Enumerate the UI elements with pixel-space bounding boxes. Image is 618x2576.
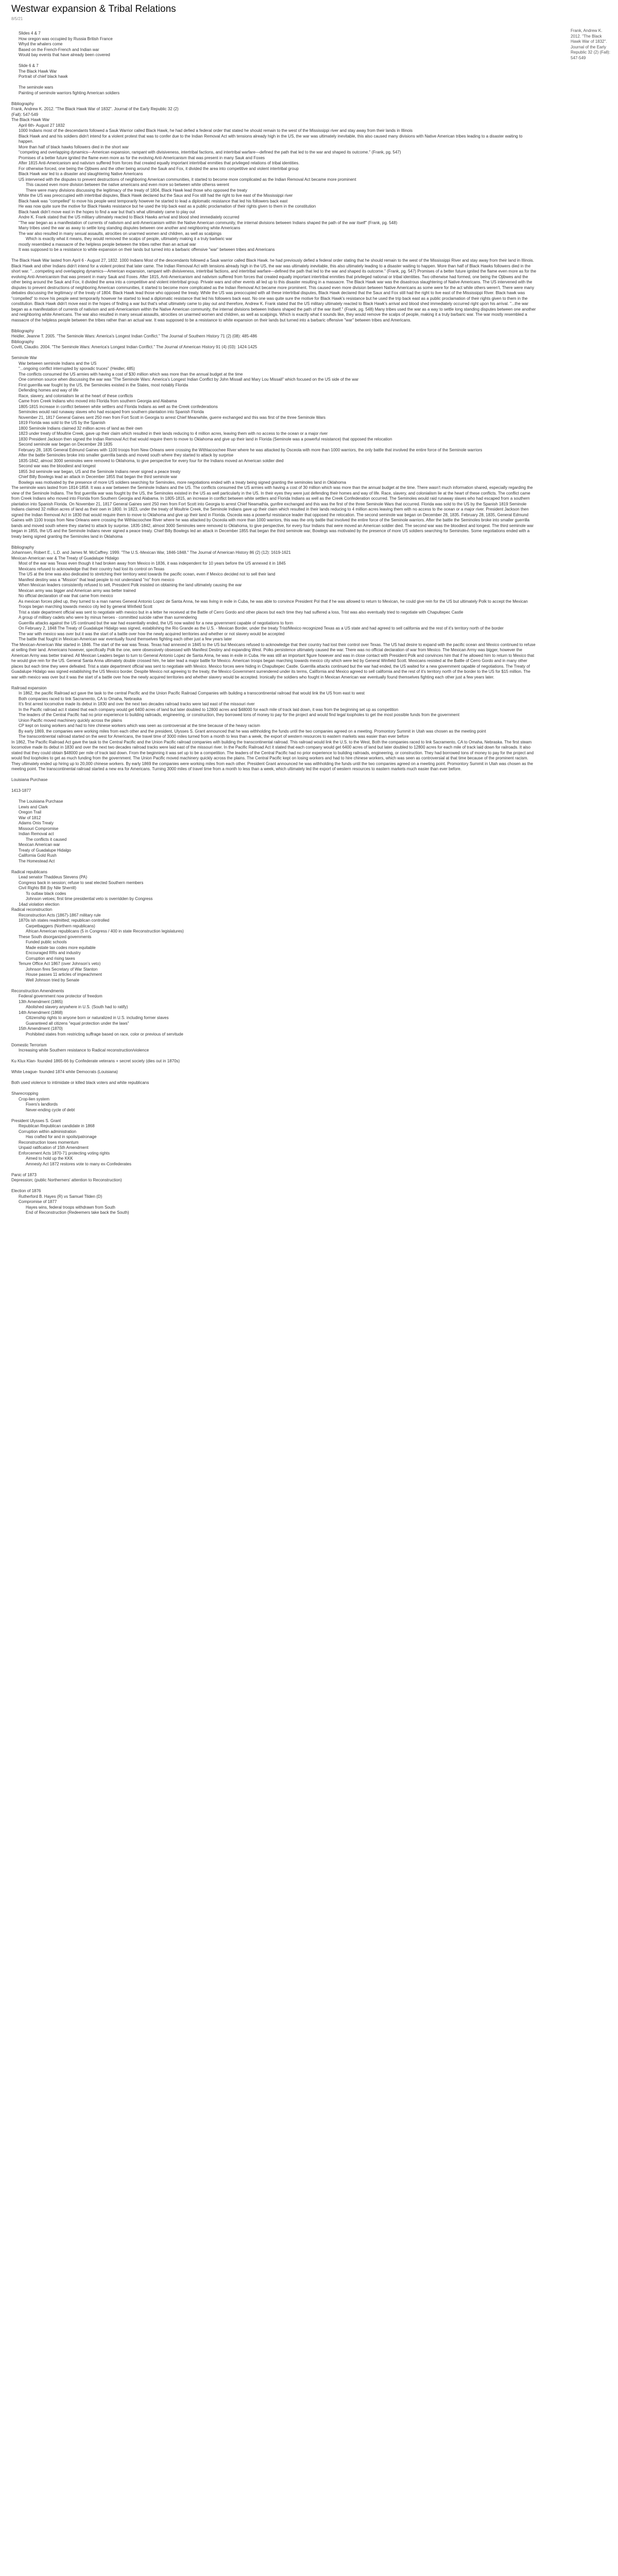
bullet-item: Seminoles would raid runaway slaves who had escaped from southern plantation into Spanish Florida	[19, 410, 204, 414]
note-line: Bibliography	[11, 545, 35, 550]
bullet-item: Citizenship rights to anyone born or naturalized in U.S. including former slaves	[26, 1015, 169, 1020]
note-section	[11, 1173, 537, 1183]
note-section	[11, 1043, 537, 1054]
bullet-item: "The war began as a manifestation of currents of nativism and anti-Americanism within the Native American community, the internal divisions between Indians shaped the path of the war itself" (Frank, pg. 548)	[19, 220, 398, 225]
note-line	[11, 794, 537, 800]
note-line: Domestic Terrorism	[11, 1042, 47, 1047]
bullet-item: Most of the war was Texas even though it had broken away from Mexico in 1836, it was independent for 10 years before the US annexed it in 1845	[19, 561, 286, 566]
bullet-item: For otherwise forced, one being the Ojibwes and the other being around the Sauk and Fox, it divided the area into competitive and violent intertribal group	[19, 166, 299, 171]
note-line: In 1862, The Pacific Railroad Act gave the task to the Central Pacific and the Union Pacific railroad companies with building the transcontinental railroad. This railroad would link the U.S. to the West, Both the companies raced to link Sacramento, CA to Omaha, Nebraska. The first steam locomotive made its debut in 1830 and over the next two decades railroad tracks were laid east of the missouri river. In the Pacific Railroad Act it stated that each company would get 6400 acres of land but later doubled to 12800 acres for each mile of track laid down for railroads. It also stated that they could obtain $48000 per mile of track laid down. From the beginning it was set up to be a competition. The leaders of the Central Pacific had no prior experience to building railroads, engineering, or construction. They had borrowed tons of money to pay for the project and would find loopholes to get as much funding from the government. The Union Pacific moved machinery quickly across the plains. The Central Pacific kept on losing workers and had to hire chinese workers, which was seen as controversial at that time because of the prominent racism. They ultimately ended up hiring up to 20,000 chinese workers. By early 1869 the companies were working miles from each other. President Grant announced he was withholding the funds until the two companies agreed on a meeting point. Promontory Summit in Utah was chosen as the meeting point. The transcontinental railroad started a new era for Americans. Turning 3000 miles of travel time from a month to less than a week, which ultimately led the export of western resources to eastern markets much easier than ever before.	[11, 739, 535, 771]
note-line: Seminole War	[11, 355, 37, 360]
bullet-item: Carpetbaggers (Northern republicans)	[26, 923, 95, 928]
page-title: Westwar expansion & Tribal Relations	[11, 4, 176, 14]
bullet-item: Treaty of Guadalupe Hidalgo	[19, 848, 71, 853]
note-line: The Black Hawk War	[11, 117, 50, 122]
note-section	[11, 545, 537, 681]
bullet-item: This caused even more division between the native americans and even more so between white otherss werent	[26, 182, 229, 187]
document-body	[11, 31, 537, 1221]
note-line: Reconstruction Amendments	[11, 988, 64, 993]
note-line: President Ulysses S. Grant	[11, 1118, 61, 1123]
bullet-item: Chief Billy Bowlegs lead an attack in December 1855 that began the third seminole war	[19, 474, 178, 479]
bullet-item: To outlaw black codes	[26, 891, 66, 896]
bullet-item: Tenure Office Act 1867 (over Johnson's veto)	[19, 961, 101, 966]
note-line	[11, 783, 537, 789]
bullet-item: Lead senator Thaddeus Stevens (PA)	[19, 875, 88, 879]
document-date: 8/5/21	[11, 16, 23, 21]
note-section	[11, 85, 537, 96]
note-line: Radical republicans	[11, 869, 47, 874]
bullet-item: Would bay events that have already been covered	[19, 53, 110, 57]
bullet-item: Mexican army was bigger and American army was better trained	[19, 588, 136, 593]
bullet-item: After 1815 Anti-Americanism and nativism suffered from forces that created equally important intertribal enmities that privileged relations of tribal identities.	[19, 161, 300, 165]
bullet-item: Compromise of 1877	[19, 1199, 57, 1204]
bullet-item: 1805-1815 increase in conflict between white settlers and Florida Indians as well as the Creek confederations	[19, 404, 218, 409]
bullet-item: Second seminole war began on December 28 1835	[19, 442, 113, 447]
bullet-item: Funded public schools	[26, 940, 67, 944]
note-line: Depression; (public Northerners' attention to Reconstruction)	[11, 1178, 122, 1182]
bullet-item: 1800 Seminole Indians claimed 32 million acres of land as their own	[19, 426, 143, 431]
bullet-item: The war also resulted in many sexual assaults, atrocities on unarmed women and children, as well as scalpings	[19, 231, 221, 236]
bullet-item: Lewis and Clark	[19, 804, 48, 809]
note-section	[11, 355, 537, 539]
bullet-item: War of 1812	[19, 815, 41, 820]
sidebar-citation: Frank, Andrew K. 2012. "The Black Hawk War of 1832". Journal of the Early Republic 32 (2) (Fall): 547-549	[571, 28, 610, 60]
bullet-item: He was now quite sure the motive for Black Hawks resistance but he used the trip back east as a public proclamation of their rights given to them in the constitution	[19, 204, 316, 209]
bullet-item: 1823 under treaty of Moultrie Creek, gave up their claim which resulted in their lands reducing to 4 million acres, leaving them with no access to the ocean or a major river	[19, 431, 328, 436]
bullet-item: War between seminole Indians and the US	[19, 361, 97, 366]
bullet-item: The seminole wars	[19, 85, 54, 90]
bullet-item: Slides 4 & 7	[19, 31, 41, 36]
bullet-item: The war with mexico was over but it was the start of a battle over how the newly acquired territories and whether or not slavery would be accepted	[19, 631, 285, 636]
note-line: Sharecropping	[11, 1091, 39, 1096]
bullet-item: 1855 3rd seminole war began, US and the Seminole Indians never signed a peace treaty	[19, 469, 181, 474]
note-section	[11, 1080, 537, 1086]
bullet-item: Union Pacific moved machinery quickly across the plains	[19, 718, 122, 723]
bullet-item: 14th Amendment (1868)	[19, 1010, 63, 1015]
bullet-item: Aimed to hold up the KKK	[26, 1156, 73, 1161]
bullet-item: Congress back in session; refuse to seat elected Southern members	[19, 880, 144, 885]
bullet-item: Portrait of chief black hawk	[19, 74, 68, 79]
note-line: Railroad expansion	[11, 685, 47, 690]
bullet-item: Bowlegs was motivated by the presence of more US soldiers searching for Seminoles, more negotiations ended with a treaty being signed granting the seminoles land in Oklahoma	[19, 480, 346, 485]
note-line: Covitt, Claudio. 2004. "The Seminole Wars: America's Longest Indian Conflict." The Journal of American History 91 (4) (03): 1424-1425	[11, 345, 258, 349]
bullet-item: When Mexican leaders consistently refused to sell, President Polk insisted on obtaining the land ultimately causing the war	[19, 583, 242, 587]
bullet-item: Guerrilla attacks against the US continued but the war had essentially ended, the US now waited for a new government capable of negotiations to form	[19, 620, 294, 625]
bullet-item: Made estate tax codes more equitable	[26, 945, 96, 950]
bullet-item: Manifest destiny was a "Mission" that lead people to not understand "no" from mexico	[19, 577, 175, 582]
note-line: Mexican-American war & The Treaty of Guadalupe Hidalgo	[11, 555, 119, 561]
note-section	[11, 1118, 537, 1167]
note-line: Radical reconstruction	[11, 907, 53, 912]
bullet-item: Mexican American war	[19, 842, 60, 847]
note-section	[11, 258, 537, 323]
bullet-item: Well Johnson tried by Senate	[26, 977, 79, 982]
bullet-item: Johnson vetoes; first time presidential veto is overridden by Congress	[26, 896, 153, 901]
bullet-item: The conflicts consumed the US armies with having a cost of $30 million which was more than the annual budget at the time	[19, 371, 243, 377]
bullet-item: Slide 6 & 7	[19, 63, 39, 68]
note-section	[11, 870, 537, 984]
bullet-item: Race, slavery, and colonialism lie at the heart of these conflicts	[19, 393, 133, 398]
bullet-item: Came from Creek Indians who moved into Florida from southern Georgia and Alabama	[19, 399, 177, 403]
bullet-item: 1835-1842, almost 3000 seminoles were removed to Oklahoma, to give perspective for every four for the Indians moved an American soldier died	[19, 458, 284, 463]
bullet-item: Troops began marching towards mexico city led by general Winfield Scott	[19, 604, 152, 609]
note-section	[11, 1189, 537, 1216]
bullet-item: The conflicts it caused	[26, 837, 67, 842]
bullet-item: The Black Hawk War	[19, 69, 57, 74]
note-section	[11, 777, 537, 864]
bullet-item: As mexican forces piled up, they turned to a man names General Antonio Lopez de Santa Anna, he was living in exile in Cuba, he was able to convince President Pol that if he was allowed to return to Mexican, he could give rein for the US but ultimately Polk to accept the Mexican	[19, 599, 528, 604]
bullet-item: 1870s ish states readmitted; republican controlled	[19, 918, 110, 923]
bullet-item: Adams Onis Treaty	[19, 821, 54, 825]
note-line: Frank, Andrew K. 2012. "The Black Hawk War of 1832". Journal of the Early Republic 32 (2)	[11, 107, 179, 111]
bullet-item: Corruption within administration	[19, 1129, 77, 1134]
bullet-item: The Louisiana Purchase	[19, 799, 63, 804]
bullet-item: mostly resembled a massacre of the helpless people between the tribes rather than an actual war	[19, 242, 196, 247]
bullet-item: CP kept on losing workers and had to hire chinese workers which was seen as controversial at the time because of the heavy racism	[19, 723, 260, 728]
bullet-item: Based on the French-French and Indian war	[19, 47, 99, 52]
bullet-item: Encouraged RRs and industry	[26, 951, 81, 955]
bullet-item: After the battle Seminoles broke into smaller guerrilla bands and moved south where they started to attack by surprise	[19, 453, 234, 457]
bullet-item: More than half of black hawks followers died in the short war	[19, 144, 129, 149]
bullet-item: It's first arrest locomotive made its debut in 1830 and over the next two decades railroad tracks were laid east of the missouri river	[19, 702, 255, 706]
bullet-item: Missouri Compromise	[19, 826, 59, 831]
bullet-item: Corruption and rising taxes	[26, 956, 75, 961]
bullet-item: Black Hawk and and his soldiers didn't intend for a violent protest that was to confer due to the Indian Removal Act with tensions already high in the US, the war was ultimately inevitable, this also caused many divisions with Native American tribes leading to a disaster waiting to happen.	[19, 133, 524, 144]
bullet-item: 15th Amendment (1870)	[19, 1026, 63, 1031]
bullet-item: Increasing white Southern resistance to Radical reconstruction/violence	[19, 1048, 149, 1053]
bullet-item: African American republicans (5 in Congress / 400 in state Reconstruction legislatures)	[26, 929, 184, 934]
bullet-item: Andre K. Frank stated that the US military ultimately reacted to Black Hawks arrival and blood shed immediately occurred	[19, 215, 239, 219]
bullet-item: Second war was the bloodiest and longest	[19, 464, 96, 468]
bullet-item: Amnesty Act 1872 restores vote to many ex-Confederates	[26, 1161, 131, 1166]
bullet-item: How oregon was occupied by Russia British France	[19, 36, 113, 41]
note-section	[11, 63, 537, 80]
bullet-item: White the US was preoccupied with intertribal disputes, Black Hawk declared but the Saux and Fox still had the right to live east of the Mississippi river	[19, 193, 293, 198]
bullet-item: "competing and overlapping dynamics—American expansion, rampant with divisiveness, intertribal factions, and intertribal warfare—defined the path that led to the war and shaped its outcome." (Frank, pg. 547)	[19, 150, 401, 155]
essay-paragraph: The Black Hawk War lasted from April 6 - August 27, 1832. 1000 Indians Most of the descendants followed a Sauk warrior called Black Hawk. he had previously defied a federal order stating that he should remain to the west of the Mississippi River and stay away from their land in Illinois. Black Hawk and other Indians didn't intend for a violent protest that later came. The Indian Removal Act with tensions already high in the US, the war was ultimately inevitable, this also ultimately leading to a disaster waiting to happen. More than half of Black Hawks followers died in the short war. "...competing and overlapping dynamics—American expansion, rampant with divisiveness, intertribal factions, and intertribal warfare—defined the path that led to the war and shaped its outcome." (Frank, pg. 547) Promises of a better future ignited the flame even more as for the evolving Anti-Americanism that was present in many Sauk and Foxes. After 1815, Anti-Americanism and nativism suffered from forces that created equally important intertribal enmities that privileged national or tribal identities. Two otherwise had formed, one being the Ojibwes and the other being around the Sauk and Fox, it divided the area into a competitive and violent intertribal group. Private wars and other events all led up to this disaster resulting in a massacre. The Black Hawk war was the disastrous slaughtering of Native Americans. The US intervened with the disputes to prevent destructions of neighboring American communities, it started to become more complicated as the Indian Removal Act became more prominent. This caused even more division between Native Americans as some were for the act while others weren't. There were many debates discussing the legitimacy of the treaty of 1804. Black Hawk lead those who opposed the treaty. While the US was preoccupied with all these intertribal disputes, Black Hawk declared that the Saux and Fox still had the right to live east of the Mississippi River. Black hawk was "compelled" to move his people west temporarily however he started to lead a diplomatic resistance that led his followers back east. No one was quite sure the motive for Black Hawk's resistance but he used the trip back east as a public proclamation of their rights given to them in the constitution. Black Hawk didn't move east in the hopes of finding a war but that's what ultimately came to play out and therefore, Andrew K. Frank stated that the US military ultimately reacted to Black Hawk's arrival and blood shed immediately occurred right upon his arrival. "...the war began as a manifestation of currents of nativism and anti-Americanism within the Native American community, the internal divisions between Indians shaped the path of the war itself." (Frank, pg. 548) Many tribes used the war as a way to settle long standing disputes between one another and neighboring white Americans. The war also resulted in many sexual assaults, atrocities on unarmed women and children, as well as scalpings. Which is exactly what it sounds like, they would remove the scalps of people, making it a truly barbaric war. The war mostly resembled a massacre of the helpless people between the tribes rather than an actual war. It was supposed to be a resistance to white expansion on their lands but turned into a barbaric offensive "war" between tribes and Americans.	[11, 258, 537, 323]
note-line: Ku Klux Klan- founded 1865-66 by Confederate veterans + secret society (dies out in 1870s)	[11, 1059, 180, 1063]
bullet-item: Indian Removal act	[19, 832, 54, 836]
bullet-item: 1819 Florida was sold to the US by the Spanish	[19, 420, 106, 425]
note-line: 1413-1877	[11, 788, 31, 793]
bullet-item: The transcontinental railroad started on the west for Americans, the travel time of 3000 miles turned from a month to less than a week, the export of western resources to eastern markets was easier than ever before	[19, 734, 409, 739]
bullet-item: In 1862, the pacific Railroad act gave the task to the central Pacific and the Union Pacific Railroad Companies with building a transcontinental railroad that would link the US from east to west	[19, 691, 365, 696]
bullet-item: Black hawk was "compelled" to move his people west temporarily however he started to lead a diplomatic resistance that led his followers back east	[19, 198, 288, 204]
bullet-item: No official declaration of war that came from mexico	[19, 594, 113, 598]
bullet-item: California Gold Rush	[19, 853, 57, 858]
bullet-item: Fixers's landlords	[26, 1102, 58, 1107]
bullet-item: It was supposed to be a resistance to white expansion on their lands but turned into a barbaric offensive "war" between tribes and Americans	[19, 247, 275, 252]
note-section	[11, 31, 537, 58]
bullet-item: On February 2, 1848 The Treaty of Guadalupe Hidalgo was signed, establishing the Rio Grande as the U.S. - Mexican Border, under the treaty Trist/Mexico recognized Texas as a US state and had agreed to sell california and the rest of it's territory north of the border	[19, 626, 504, 631]
bullet-item: Johnson fires Secretary of War Stanton	[26, 967, 98, 972]
bullet-item: Rutherford B. Hayes (R) vs Samuel Tilden (D)	[19, 1194, 102, 1199]
bullet-item: Defending homes and way of life	[19, 388, 79, 393]
note-line: Election of 1876	[11, 1189, 41, 1193]
bullet-item: One common source when discussing the war was "The Seminole Wars: America's Longest Indian Conflict by John Missall and Mary Lou Missall" which focused on the US side of the war	[19, 377, 359, 382]
bullet-item: The battle that fought in Mexican-American war eventually found themselves fighting each other just a few years later	[19, 637, 232, 641]
bullet-item: A group of military cadets who were by minus heroes - committed suicide rather than surrendering	[19, 615, 197, 620]
bullet-item: End of Reconstruction (Redeemers take back the South)	[26, 1210, 129, 1215]
note-line: Bibliography	[11, 328, 35, 333]
bullet-item: April 6th- August 27 1832	[19, 123, 65, 128]
bullet-item: Trist a state department official was sent to negotiate with mexico but in a letter he received at the Battle of Cerro Gordo and other places but each time they had suffered a loss, Trist was also eventually tried to negotiate with Chapultepec Castle	[19, 609, 464, 615]
note-line: The Mexican-American War started in 1846. The start of the war was Texas. Texas had annexed in 1845 to the US but Mexicans refused to acknowledge that their country had lost their control over Texas. The US had desire to expand with the pacific ocean and Mexico continued to refuse at selling their land. Americans however, specifically Polk the one, were obsessively obsessed with Manifest Destiny and expanding West. Polks persistence ultimately caused the war. There was no official declaration of war from Mexico. The Mexican Army was bigger, however the American Army was better trained. All Mexican Leaders began to turn to General Antonio Lopez de Santa Anna, he was in exile in Cuba. He was still an important figure however and was in close contact with President Polk and convinces him that if he allowed him to return to Mexico that he would give rein for the US. General Santa Anna ultimately double crossed him, he later lead a major battle for Mexico. American troops began marching towards mexico city which were led by General Winfield Scott. Mexicans resisted at the Battle of Cerro Gordo and in many other places but each time they were defeated. Trist a state department official was sent to negotiate with Mexico. Mexico forces were hiding in Chapultepec Castle. Guerrilla attacks continued but the war had ended, the US waited for a new government capable of negotiations. The Treaty of Guadalupe Hidalgo was signed establishing the US Mexico border. Despite Mexico not agreeing to the treaty, the Mexico Government surrendered under its terms, California and Mexico agreed to sell california and the rest of it's territory north of the border to the US for $15 million. The war with mexico was over but it was the start of a battle over how the newly acquired territories and whether slavery would be accepted. Ironically the soldiers who fought in Mexican American war eventually found themselves fighting each other just a few years later.	[11, 642, 537, 680]
bullet-item: Unpaid ratification of 15th Amendment	[19, 1145, 89, 1150]
note-section	[11, 329, 537, 350]
note-line: Bibliography	[11, 339, 35, 344]
note-line: White League- founded 1874 white Democrats (Louisiana)	[11, 1070, 118, 1074]
bullet-item: Oregon Trail	[19, 810, 42, 815]
bullet-item: Has crafted for and in spoils/patronage	[26, 1134, 97, 1139]
bullet-item: Whyd the whalers come	[19, 42, 63, 46]
bullet-item: Civil Rights Bill (by Nile Sherrill)	[19, 886, 77, 890]
bullet-item: By early 1869, the companies were working miles from each other and the president, Ulysses S. Grant announced that he was withholding the funds until the two companies agreed on a meeting. Promontory Summit in Utah was chosen as the meeting point	[19, 728, 486, 734]
bullet-item: The US at the time was also dedicated to stretching their territory west towards the pacific ocean, even if Mexico decided not to sell their land	[19, 572, 276, 577]
bullet-item: Prohibited states from restricting suffrage based on race, color or previous of servitude	[26, 1031, 183, 1037]
note-line: Heidler, Jeanne T. 2005. "The Seminole Wars: America's Longest Indian Conflict." The Journal of Southern History 71 (2) (08): 485-486	[11, 334, 258, 338]
bullet-item: Hayes wins, federal troops withdrawn from South	[26, 1205, 115, 1210]
document-header	[11, 3, 547, 22]
bullet-item: There were many divisions discussing the legitimacy of the treaty of 1804, Black Hawk lead those who opposed the treaty	[26, 188, 248, 193]
bullet-item: Mexicans refused to acknowledge that their country had lost its control on Texas	[19, 566, 165, 571]
bullet-item: Federal government now protector of freedom	[19, 994, 102, 998]
bullet-item: Painting of seminole warriors fighting American soldiers	[19, 90, 120, 95]
note-section	[11, 686, 537, 772]
bullet-item: The leaders of the Central Pacific had no prior experience to building railroads, engineering, or construction, they borrowed tons of money to pay for the project and would find legal loopholes to get the most possible funds from the government	[19, 713, 460, 717]
bullet-item: 13th Amendment (1865)	[19, 999, 63, 1004]
bullet-item: House passes 11 articles of impeachment	[26, 972, 102, 977]
bullet-item: Black Hawk war led to a disaster and slaughtering Native Americans	[19, 172, 143, 176]
note-section	[11, 101, 537, 253]
bullet-item: November 21, 1817 General Gaines sent 250 men from Fort Scott in Georgia to arrest Chief Meanwhile, guerre exchanged and this was first of the three Seminole Wars	[19, 415, 325, 420]
bullet-item: The Homestead Act	[19, 858, 55, 863]
note-section	[11, 1091, 537, 1113]
bullet-item: Black hawk didn't move east in the hopes to find a war but that's what ultimately came to play out	[19, 209, 195, 214]
note-section	[11, 989, 537, 1038]
bullet-item: US intervened with the disputes to prevent destructions of neighboring American communities, it started to become more complicated as the Indian Removal Act became more prominent	[19, 177, 356, 182]
bullet-item: Many tribes used the war as away to settle long standing disputes between one another and neighboring white Americans	[19, 226, 241, 230]
note-line: The seminole wars lasted from 1814-1858. It was a war between the Seminole Indians and the US. The conflicts consumed the US armies with having a cost of 30 million which was more than the annual budget at the time. There wasn't much information shared, especially regarding the view of the Seminole Indians. The first guerrilla war was fought by the US, the Seminoles existed in the US as well particularly in the US. In their eyes they were just defending their homes and way of life. Race, slavery, and colonialism lie at the heart of these conflicts. The conflict came from Creek Indians who moved into Florida from Southern Georgia and Alabama. In 1805-1815, an increase in conflict between white settlers and Florida Indians as well as the Creek Confederation occurred. The Seminoles would raid runaway slaves who had escaped from a southern plantation into Spanish Florida. On November 21, 1817 General Gaines sent 250 men from Fort Scott into Georgia to arrest Chief Neamathla, gunfire exchanged and this was the first of the three Seminole Wars that occurred. Florida was sold to the US by the Spanish 1819 Seminole Indians claimed 32 million acres of land as their own in 1800. In 1823, under the treaty of Moultrie Creek, the Seminole Indians gave up their claim which resulted in their lands reducing to 4 million acres leaving them with no access to the ocean or a major river. President Jackson then signed the Indian Removal Act in 1830 that would require them to move to Oklahoma and give up their land in Florida. Osceola was a powerful resistance leader that opposed the relocation. The second seminole war began on December 28, 1835. February 28, 1835, General Edmund Gaines with 1100 troops from New Orleans were crossing the Withlacoochee River where he was attacked by Osceola with more than 1000 warriors, this was the only battle that involved the entire force of the Seminole warriors. After the battle the Seminoles broke into smaller guerrilla bands and moved south where they started to attack by surprise. 1835-1842, almost 3000 Seminoles were removed to Oklahoma, to give perspective, for every four Indians that were moved an American soldier died. The second war was the bloodiest and longest. The third seminole war began in 1855, the US and the Seminole Indians never signed a peace treaty. Chief Billy Bowlegs led an attack in December 1855 that began the third seminole war, Bowlegs was motivated by the presence of more US soldiers searching for Seminoles. Some negotiations ended with a treaty being signed granting the Seminoles land in Oklahoma	[11, 485, 535, 539]
bullet-item: Which is exactly what it means, they would removed the scalps of people, ultimately making it a truly barbaric war	[26, 236, 233, 241]
bullet-item: Abolished slavery anywhere in U.S. (South had to ratify)	[26, 1005, 128, 1009]
note-line: Panic of 1873	[11, 1172, 37, 1177]
bullet-item: Both companies raced to link Sacramento, CA to Omaha, Nebraska	[19, 696, 142, 701]
bullet-item: Guaranteed all citizens "equal protection under the laws"	[26, 1021, 129, 1026]
note-section	[11, 1070, 537, 1075]
note-section	[11, 1059, 537, 1064]
bullet-item: Crop-lien system	[19, 1096, 50, 1101]
bullet-item: 1830 President Jackson then signed the Indian Removal Act that would require them to move to Oklahoma and give up their land in Florida (Seminole was a powerful resistance) that opposed the relocation	[19, 436, 392, 442]
bullet-item: Reconstruction loses momentum	[19, 1140, 79, 1145]
note-line: Louisiana Purchase	[11, 777, 48, 782]
bullet-item: These South disorganized governments	[19, 934, 92, 939]
bullet-item: 1000 Indians most of the descendants followed a Sauk Warrior called Black Hawk, he had defied a federal order that stated he should remain to the west of the Mississippi river and stay away from their lands in Illinois	[19, 128, 413, 133]
note-line: Johannsen, Robert E., L.D. and James M. McCaffrey. 1999. "The U.S.-Mexican War, 1846-1848." The Journal of American History 86 (2) (12): 1619-1621	[11, 550, 291, 555]
bullet-item: "...ongoing conflict interrupted by sporadic truces" (Heidler, 485)	[19, 366, 135, 371]
bullet-item: Promises of a better future ignited the flame even more as for the evolving Anti-Americanism that was present in many Sauk and Foxes	[19, 155, 265, 160]
bullet-item: Never-ending cycle of debt	[26, 1107, 75, 1112]
bullet-item: Reconstruction Acts (1867)-1867 military rule	[19, 912, 101, 918]
note-line: Bibliography	[11, 101, 35, 106]
note-line: (Fall): 547-549	[11, 112, 39, 117]
bullet-item: Republican Republican candidate in 1868	[19, 1124, 95, 1128]
note-line: Both used violence to intimidate or killed black voters and white republicans	[11, 1080, 149, 1085]
bullet-item: 14ad violation election	[19, 902, 60, 907]
bullet-item: First guerrilla war fought by the US, the Seminoles existed in the States, most notably Florida	[19, 382, 188, 387]
bullet-item: In the Pacific railroad act it stated that each company would get 6400 acres of land but later doubled to 12800 acres and $48000 for each mile of track laid down, it was from the beginning set up as competition	[19, 707, 399, 712]
bullet-item: Enforcement Acts 1870-71 protecting voting rights	[19, 1150, 110, 1156]
bullet-item: February 28, 1835 General Edmund Gaines with 1100 troops from New Orleans were crossing the Withlacoochee River where he was attacked by Osceola with more than 1000 warriors, the only battle that involved the entire force of the Seminole warriors	[19, 447, 483, 452]
